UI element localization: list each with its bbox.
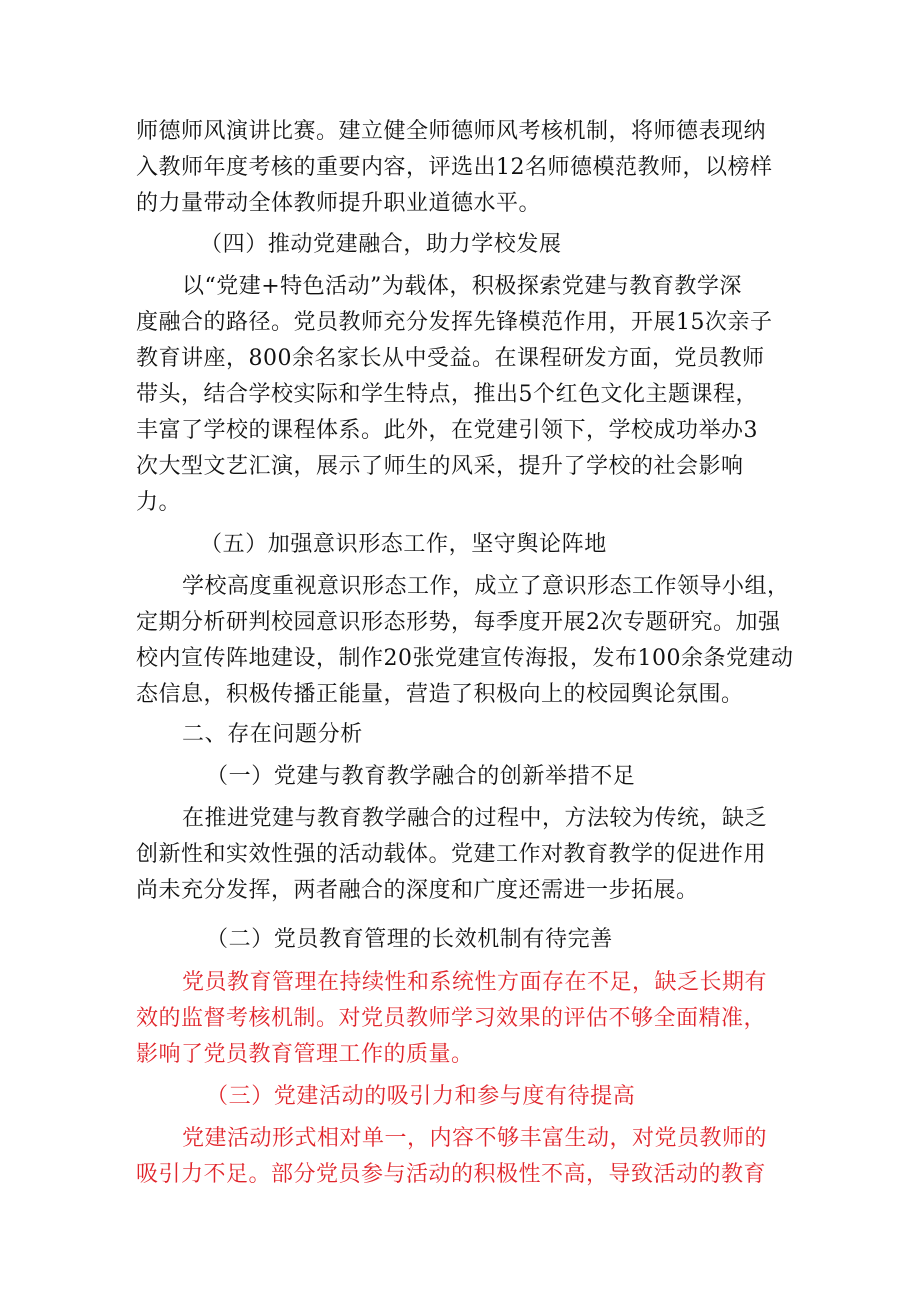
paragraph-line: 次大型文艺汇演，展示了师生的风采，提升了学校的社会影响: [136, 454, 744, 479]
subheading-two: （二）党员教育管理的长效机制有待完善: [206, 927, 613, 952]
subheading-three: （三）党建活动的吸引力和参与度有待提高: [206, 1084, 636, 1109]
paragraph-line: 尚未充分发挥，两者融合的深度和广度还需进一步拓展。: [136, 878, 699, 903]
paragraph-line: 教育讲座，800余名家长从中受益。在课程研发方面，党员教师: [136, 346, 765, 371]
paragraph-line: 态信息，积极传播正能量，营造了积极向上的校园舆论氛围。: [136, 682, 744, 707]
paragraph-line-highlighted: 效的监督考核机制。对党员教师学习效果的评估不够全面精准，: [136, 1006, 767, 1031]
paragraph-line: 创新性和实效性强的活动载体。党建工作对教育教学的促进作用: [136, 842, 767, 867]
paragraph-line-highlighted: 党建活动形式相对单一，内容不够丰富生动，对党员教师的: [182, 1126, 768, 1151]
paragraph-line: 在推进党建与教育教学融合的过程中，方法较为传统，缺乏: [182, 806, 768, 831]
paragraph-line: 校内宣传阵地建设，制作20张党建宣传海报，发布100余条党建动: [136, 646, 794, 671]
paragraph-line-highlighted: 影响了党员教育管理工作的质量。: [136, 1042, 474, 1067]
paragraph-line-highlighted: 党员教育管理在持续性和系统性方面存在不足，缺乏长期有: [182, 970, 768, 995]
section-heading-two: 二、存在问题分析: [182, 722, 363, 747]
paragraph-line: 度融合的路径。党员教师充分发挥先锋模范作用，开展15次亲子: [136, 310, 773, 335]
paragraph-line: 定期分析研判校园意识形态形势，每季度开展2次专题研究。加强: [136, 610, 781, 635]
subheading-four: （四）推动党建融合，助力学校发展: [200, 232, 562, 257]
paragraph-line-highlighted: 吸引力不足。部分党员参与活动的积极性不高，导致活动的教育: [136, 1162, 767, 1187]
subheading-one: （一）党建与教育教学融合的创新举措不足: [206, 764, 636, 789]
paragraph-line: 丰富了学校的课程体系。此外，在党建引领下，学校成功举办3: [136, 418, 758, 443]
paragraph-line: 带头，结合学校实际和学生特点，推出5个红色文化主题课程，: [136, 382, 758, 407]
paragraph-line: 力。: [136, 490, 182, 515]
paragraph-line: 学校高度重视意识形态工作，成立了意识形态工作领导小组，: [182, 574, 790, 599]
subheading-five: （五）加强意识形态工作，坚守舆论阵地: [200, 532, 607, 557]
paragraph-line: 的力量带动全体教师提升职业道德水平。: [136, 191, 542, 216]
paragraph-line: 入教师年度考核的重要内容，评选出12名师德模范教师，以榜样: [136, 155, 773, 180]
paragraph-line: 师德师风演讲比赛。建立健全师德师风考核机制，将师德表现纳: [136, 119, 767, 144]
paragraph-line: 以“党建+特色活动”为载体，积极探索党建与教育教学深: [182, 274, 742, 299]
